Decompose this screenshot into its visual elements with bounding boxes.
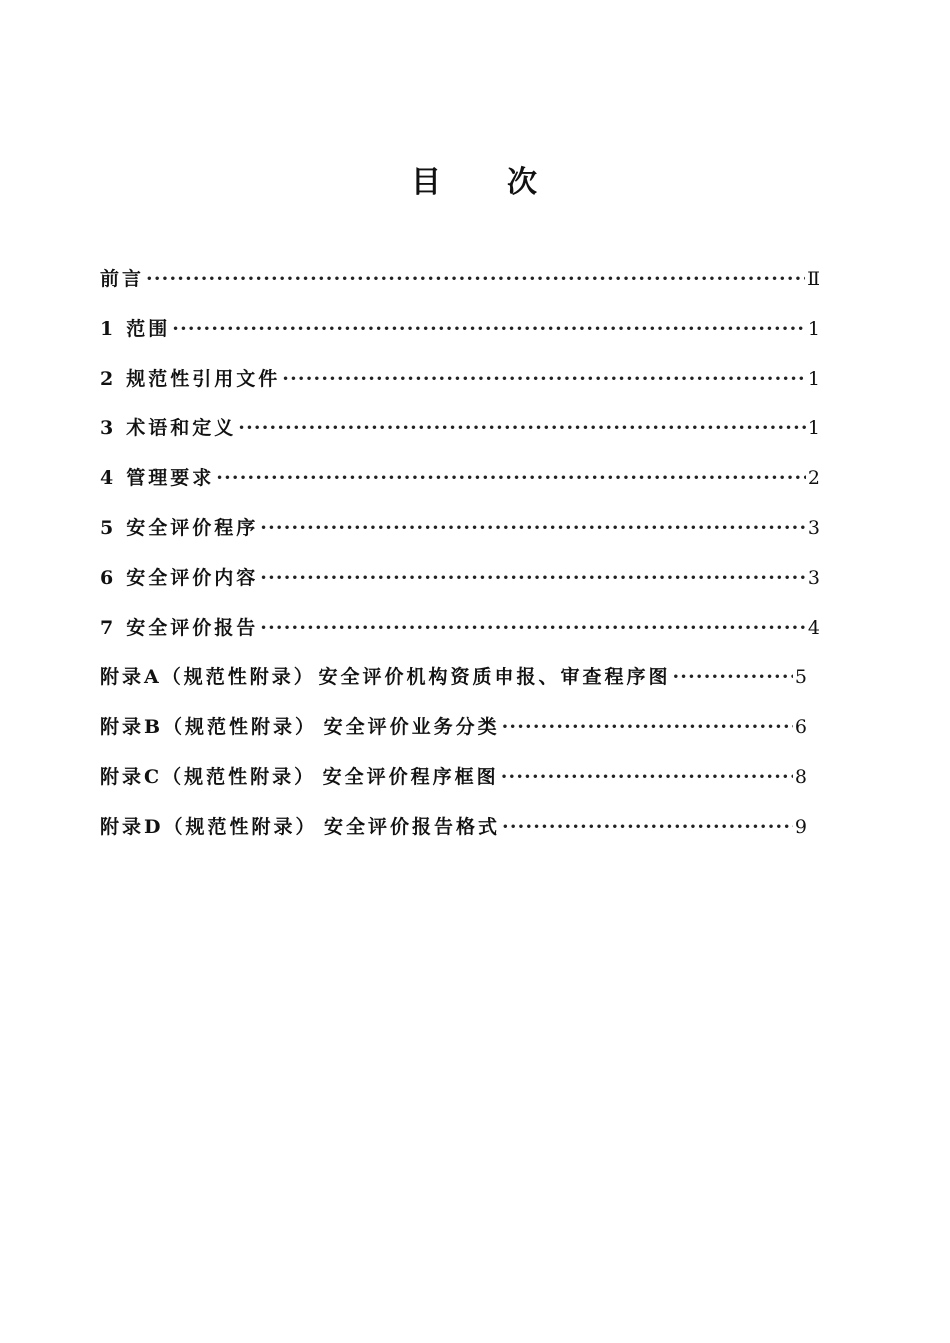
toc-entry-7[interactable] xyxy=(100,613,820,663)
dot-leader xyxy=(146,268,805,290)
toc-entry-page: 3 xyxy=(807,566,820,589)
toc-entry-appendix-d[interactable] xyxy=(100,812,807,862)
dot-leader xyxy=(260,567,806,589)
toc-entry-appendix-a[interactable] xyxy=(100,662,807,712)
toc-entry-5[interactable] xyxy=(100,513,820,563)
toc-entry-label: 安全评价报告格式 xyxy=(324,815,501,838)
toc-entry-page: 8 xyxy=(794,765,807,788)
toc-entry-label: 安全评价业务分类 xyxy=(323,716,500,739)
toc-entry-page: 3 xyxy=(807,516,820,539)
toc-entry-number: 7 xyxy=(100,616,117,639)
page-title xyxy=(0,163,950,203)
toc-entry-number: 6 xyxy=(100,566,117,589)
title-char-1: 目 xyxy=(411,165,443,200)
dot-leader xyxy=(238,417,806,439)
appendix-prefix: 附录A（规范性附录） xyxy=(100,666,316,689)
toc-entry-1[interactable] xyxy=(100,314,820,364)
toc-entry-label: 管理要求 xyxy=(126,467,215,490)
appendix-prefix: 附录C（规范性附录） xyxy=(100,765,317,788)
appendix-prefix: 附录B（规范性附录） xyxy=(100,716,318,739)
toc-entry-appendix-c[interactable] xyxy=(100,762,807,812)
toc-entry-label: 安全评价程序框图 xyxy=(322,765,499,788)
toc-entry-label: 前言 xyxy=(100,268,145,290)
toc-entry-label: 术语和定义 xyxy=(126,417,237,440)
appendix-prefix: 附录D（规范性附录） xyxy=(100,815,318,838)
dot-leader xyxy=(502,816,793,838)
toc-entry-3[interactable] xyxy=(100,413,820,463)
toc-entry-number: 3 xyxy=(100,417,117,440)
dot-leader xyxy=(172,318,806,340)
dot-leader xyxy=(282,368,806,390)
toc-entry-page: 4 xyxy=(807,616,820,639)
toc-entry-label: 安全评价报告 xyxy=(126,616,259,639)
toc-entry-foreword[interactable] xyxy=(100,264,820,314)
toc-entry-6[interactable] xyxy=(100,563,820,613)
title-char-2: 次 xyxy=(507,165,539,200)
toc-entry-number: 2 xyxy=(100,367,117,390)
toc-entry-label: 安全评价内容 xyxy=(126,566,259,589)
toc-entry-page: 1 xyxy=(807,417,820,440)
toc-entry-page: 2 xyxy=(807,467,820,490)
toc-entry-page: 1 xyxy=(807,317,820,340)
toc-entry-page: 5 xyxy=(794,666,807,689)
toc-entry-4[interactable] xyxy=(100,463,820,513)
toc-entry-label: 安全评价程序 xyxy=(126,516,259,539)
toc-entry-page: 9 xyxy=(794,815,807,838)
toc-entry-page: Ⅱ xyxy=(807,268,820,290)
dot-leader xyxy=(260,517,806,539)
table-of-contents xyxy=(100,264,820,862)
toc-entry-2[interactable] xyxy=(100,364,820,414)
toc-entry-page: 1 xyxy=(807,367,820,390)
toc-entry-label: 安全评价机构资质申报、审查程序图 xyxy=(318,666,671,689)
toc-entry-label: 规范性引用文件 xyxy=(126,367,281,390)
toc-entry-number: 5 xyxy=(100,516,117,539)
dot-leader xyxy=(260,617,806,639)
dot-leader xyxy=(502,716,793,738)
toc-entry-label: 范围 xyxy=(126,317,171,340)
dot-leader xyxy=(216,467,806,489)
toc-entry-number: 1 xyxy=(100,317,117,340)
dot-leader xyxy=(501,766,793,788)
toc-entry-number: 4 xyxy=(100,467,117,490)
dot-leader xyxy=(672,666,792,688)
toc-entry-appendix-b[interactable] xyxy=(100,712,807,762)
toc-entry-page: 6 xyxy=(794,716,807,739)
